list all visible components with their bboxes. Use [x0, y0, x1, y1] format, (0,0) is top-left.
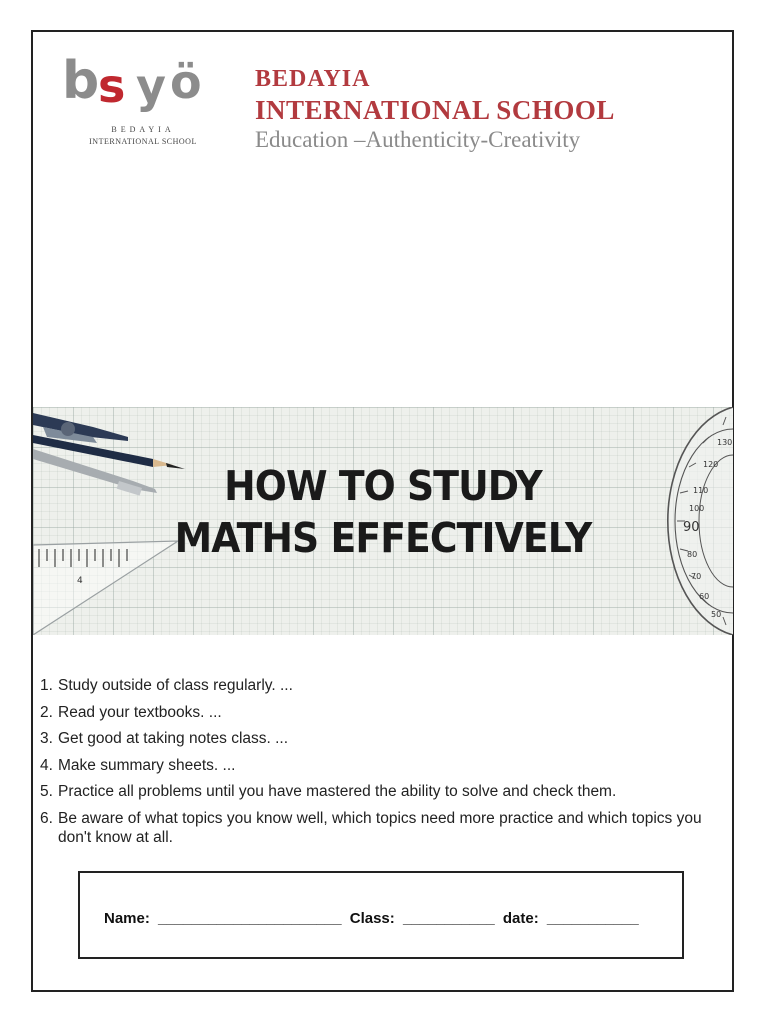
student-info-box [78, 871, 684, 959]
list-item [40, 782, 710, 801]
svg-text:b: b [62, 51, 100, 111]
class-field[interactable]: ___________ [402, 910, 495, 927]
tip-number: 3. [40, 730, 53, 747]
class-label: Class: [349, 910, 395, 927]
school-motto: Education –Authenticity-Creativity [255, 127, 581, 152]
date-label: date: [502, 910, 539, 927]
svg-text:50: 50 [711, 610, 722, 619]
tip-text: Practice all problems until you have mastered the ability to solve and check them. [58, 783, 617, 800]
tip-number: 4. [40, 756, 53, 774]
title-banner [33, 407, 733, 635]
banner-title-line2: MATHS EFFECTIVELY [174, 514, 592, 562]
tip-text: Be aware of what topics you know well, which topics need more practice and which topics you don't know at all. [58, 809, 702, 846]
svg-text:80: 80 [687, 550, 698, 559]
svg-text:s: s [98, 59, 126, 113]
name-label: Name: [104, 910, 150, 927]
banner-title-line1: HOW TO STUDY [224, 462, 542, 510]
tip-text: Study outside of class regularly. ... [58, 677, 293, 694]
tip-number: 6. [40, 809, 53, 827]
tip-number: 1. [40, 677, 53, 694]
tip-text: Make summary sheets. ... [58, 756, 236, 774]
logo-caption-name: BEDAYIA [111, 125, 175, 134]
ruler-mark-label: 4 [77, 576, 83, 586]
tip-text: Read your textbooks. ... [58, 703, 222, 721]
school-logo [58, 48, 228, 118]
school-name-line1: BEDAYIA [255, 66, 371, 92]
name-field[interactable]: ______________________ [158, 910, 342, 927]
logo-caption-school: INTERNATIONAL SCHOOL [89, 137, 197, 146]
svg-text:120: 120 [703, 460, 719, 469]
svg-text:ö: ö [170, 55, 202, 109]
tip-text: Get good at taking notes class. ... [58, 730, 289, 747]
list-item [40, 809, 710, 847]
date-field[interactable]: ___________ [546, 910, 639, 927]
list-item [40, 756, 710, 775]
tip-number: 5. [40, 783, 53, 800]
student-info-row [104, 910, 643, 927]
svg-text:90: 90 [683, 520, 700, 535]
list-item [40, 729, 710, 748]
school-name-line2: INTERNATIONAL SCHOOL [255, 95, 615, 125]
svg-text:100: 100 [689, 504, 705, 513]
study-tips-list [40, 676, 710, 854]
svg-text:130: 130 [717, 438, 733, 447]
svg-text:60: 60 [699, 592, 710, 601]
list-item [40, 676, 710, 695]
tip-number: 2. [40, 703, 53, 721]
svg-text:70: 70 [691, 572, 702, 581]
list-item [40, 703, 710, 722]
svg-text:110: 110 [693, 486, 709, 495]
svg-text:y: y [136, 59, 166, 113]
